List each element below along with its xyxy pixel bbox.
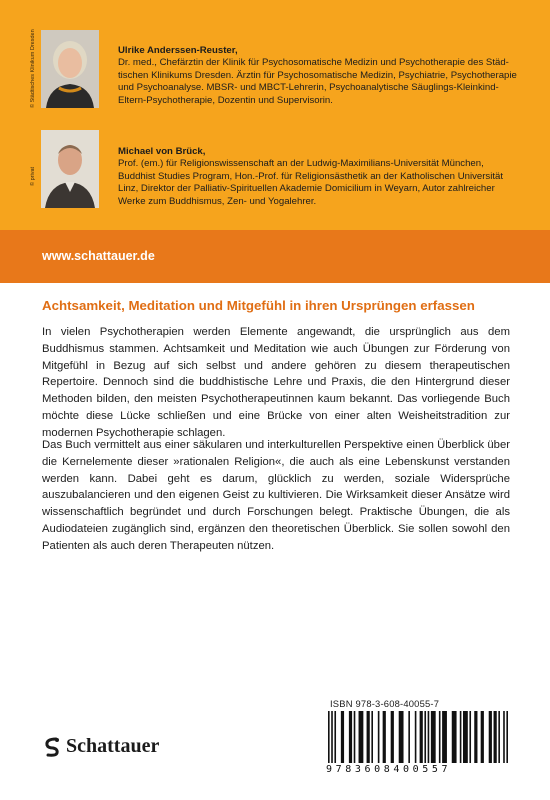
publisher-emblem-icon — [42, 736, 62, 758]
author-anderssen-reuster — [118, 45, 518, 107]
barcode-bar — [489, 711, 492, 763]
barcode-bar — [367, 711, 370, 763]
barcode-bar — [399, 711, 404, 763]
barcode-bar — [391, 711, 394, 763]
barcode-bar — [463, 711, 468, 763]
barcode-bar — [349, 711, 352, 763]
barcode-bar — [506, 711, 508, 763]
barcode-bar — [359, 711, 364, 763]
publisher-name: Schattauer — [66, 735, 160, 757]
author-bio-line: Buddhist Studies Program, Hon.-Prof. für Religionsästhetik an der Katholischen Universität — [118, 170, 504, 182]
barcode-bar — [408, 711, 410, 763]
blurb-paragraph-1: In vielen Psychotherapien werden Elemente angewandt, die ursprünglich aus dem Buddhismus stammen. Achtsamkeit und Meditation wie auch Übungen zur Förderung von Mitgefühl in Bezug auf sich selbst und andere gehören zu diesem therapeutischen Repertoire. Dennoch sind die buddhistische Lehre und Praxis, die den Hintergrund dieser Methoden bilden, den meisten Psychotherapeutinnen kaum bekannt. Das vorliegende Buch möchte diese Lücke schließen und eine Brücke von einer alten Weisheitstradition zur modernen Psychotherapie schlagen. — [42, 326, 510, 439]
barcode-bar — [460, 711, 462, 763]
barcode-bar — [383, 711, 386, 763]
barcode-bar — [494, 711, 497, 763]
barcode-bar — [420, 711, 423, 763]
barcode-bar — [371, 711, 373, 763]
barcode-bar — [431, 711, 436, 763]
author-bio-line: Prof. (em.) für Religionswissenschaft an der Ludwig-Maximilians-Universität München, — [118, 158, 484, 170]
author-bio-line: Werke zum Buddhismus, Zen- und Yogalehrer. — [118, 195, 317, 207]
author-photo-anderssen-reuster — [41, 30, 99, 108]
barcode-bar — [498, 711, 500, 763]
photo-credit-2: © privat — [30, 166, 36, 186]
barcode-bar — [415, 711, 417, 763]
barcode-bar — [481, 711, 484, 763]
author-bio-line: und Psychoanalyse. MBSR- und MBCT-Lehrerin, Psychoanalytische Säuglings-Kleinkind- — [118, 82, 499, 94]
barcode-bar — [334, 711, 336, 763]
author-bio-line: Eltern-Psychotherapie, Dozentin und Supervisorin. — [118, 94, 333, 106]
barcode-bar — [354, 711, 356, 763]
author-bio-line: tischen Klinikums Dresden. Ärztin für Psychosomatische Medizin, Psychiatrie, Psychotherapie — [118, 69, 517, 81]
barcode-bar — [442, 711, 447, 763]
author-bio-line: Linz, Direktor der Palliativ-Spirituellen Akademie Domicilium in Weyarn, Autor zahlreicher — [118, 183, 495, 195]
barcode-bar — [503, 711, 505, 763]
website-link[interactable]: www.schattauer.de — [42, 249, 155, 263]
photo-credit-1: © Städtisches Klinikum Dresden — [30, 29, 36, 108]
author-bio-line: Dr. med., Chefärztin der Klinik für Psychosomatische Medizin und Psychotherapie des Städ- — [118, 57, 509, 69]
author-von-brueck — [118, 146, 518, 208]
barcode-bar — [439, 711, 441, 763]
barcode-bar — [428, 711, 430, 763]
blurb-paragraph-2: Das Buch vermittelt aus einer säkularen und interkulturellen Perspektive einen Überblick über die Kernelemente dieser »rationalen Religion«, die auch als eine Lebenskunst verstanden werden kann. Dabei geht es darum, glücklich zu werden, soziale Widersprüche auszubalancieren und den eigenen Geist zu kultivieren. Die Wirksamkeit dieser Ansätze wird wissenschaftlich begründet und durch Forschungen belegt. Praktische Übungen, die als Audiodateien zugänglich sind, ergänzen den theoretischen Überblick. Sie sollen sowohl den Patienten als auch deren Therapeuten nützen. — [42, 439, 510, 552]
author-name: Michael von Brück, — [118, 146, 206, 157]
barcode-bar — [341, 711, 344, 763]
isbn-text: ISBN 978-3-608-40055-7 — [330, 698, 440, 709]
author-name: Ulrike Anderssen-Reuster, — [118, 45, 238, 56]
barcode-bar — [452, 711, 457, 763]
barcode-bar — [331, 711, 333, 763]
barcode-icon — [326, 711, 510, 766]
barcode-bar — [474, 711, 477, 763]
publisher-logo — [42, 735, 159, 758]
barcode-bar — [424, 711, 426, 763]
barcode-bar — [469, 711, 471, 763]
blurb-heading: Achtsamkeit, Meditation und Mitgefühl in ihren Ursprüngen erfassen — [42, 298, 475, 313]
author-photo-von-brueck — [41, 130, 99, 208]
barcode-bar — [378, 711, 380, 763]
barcode-bar — [328, 711, 330, 763]
barcode-digits: 9783608400557 — [326, 764, 452, 775]
